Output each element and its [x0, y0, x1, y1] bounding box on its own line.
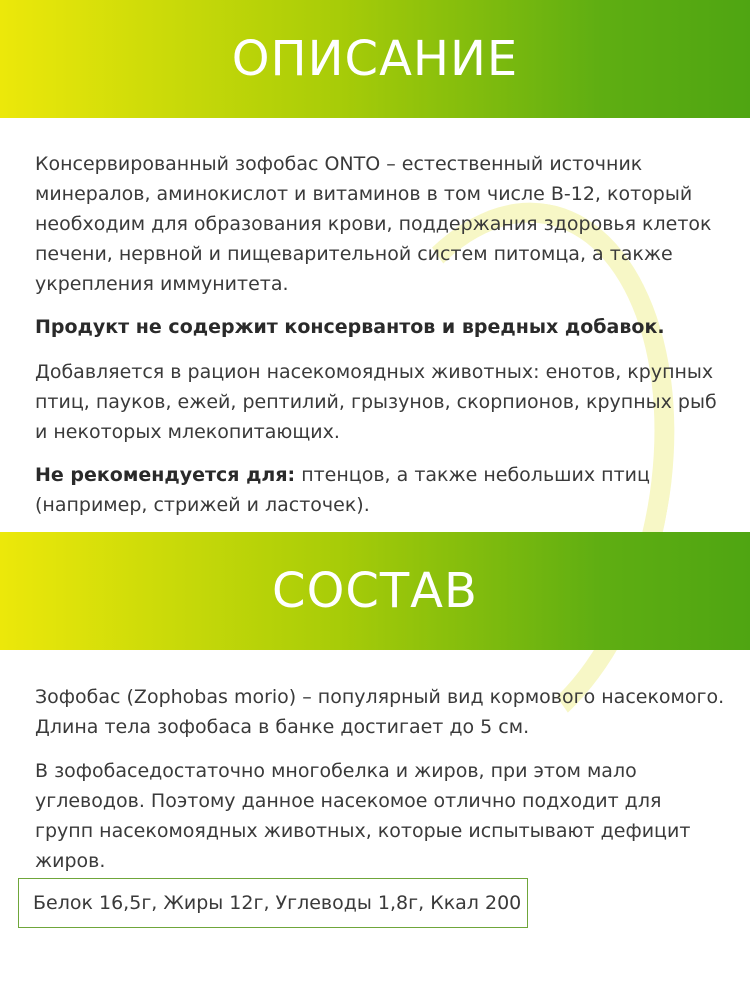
- nutrition-box: Белок 16,5г, Жиры 12г, Углеводы 1,8г, Ккал 200: [18, 878, 528, 928]
- description-paragraph-3: [35, 357, 725, 447]
- description-paragraph-4: [35, 460, 725, 520]
- description-heading: ОПИСАНИЕ: [231, 31, 519, 87]
- no-preservatives-text: Продукт не содержит консервантов и вредных добавок.: [35, 316, 665, 338]
- description-paragraph-1: [35, 149, 725, 299]
- composition-text-1: Зофобас (Zophobas morio) – популярный вид кормового насекомого. Длина тела зофобаса в банке достигает до 5 см.: [35, 686, 725, 738]
- not-recommended-body: птенцов, а также небольших птиц (например, стрижей и ласточек).: [35, 464, 650, 516]
- composition-heading: СОСТАВ: [272, 563, 478, 619]
- composition-paragraph-1: [35, 682, 725, 742]
- description-banner: [0, 0, 750, 118]
- description-text-1: Консервированный зофобас ONTO – естественный источник минералов, аминокислот и витаминов в том числе В-12, который необходим для образования крови, поддержания здоровья клеток печени, нервной и пищеварительной систем питомца, а также укрепления иммунитета.: [35, 153, 712, 295]
- description-paragraph-2: [35, 312, 725, 342]
- composition-text-2: В зофобаседостаточно многобелка и жиров, при этом мало углеводов. Поэтому данное насекомое отлично подходит для групп насекомоядных животных, которые испытывают дефицит жиров.: [35, 760, 691, 872]
- composition-paragraph-2: [35, 756, 725, 876]
- not-recommended-text: [35, 460, 725, 520]
- composition-banner: [0, 532, 750, 650]
- description-text-3: Добавляется в рацион насекомоядных животных: енотов, крупных птиц, пауков, ежей, рептилий, грызунов, скорпионов, крупных рыб и некоторых млекопитающих.: [35, 361, 717, 443]
- not-recommended-label: Не рекомендуется для:: [35, 464, 296, 486]
